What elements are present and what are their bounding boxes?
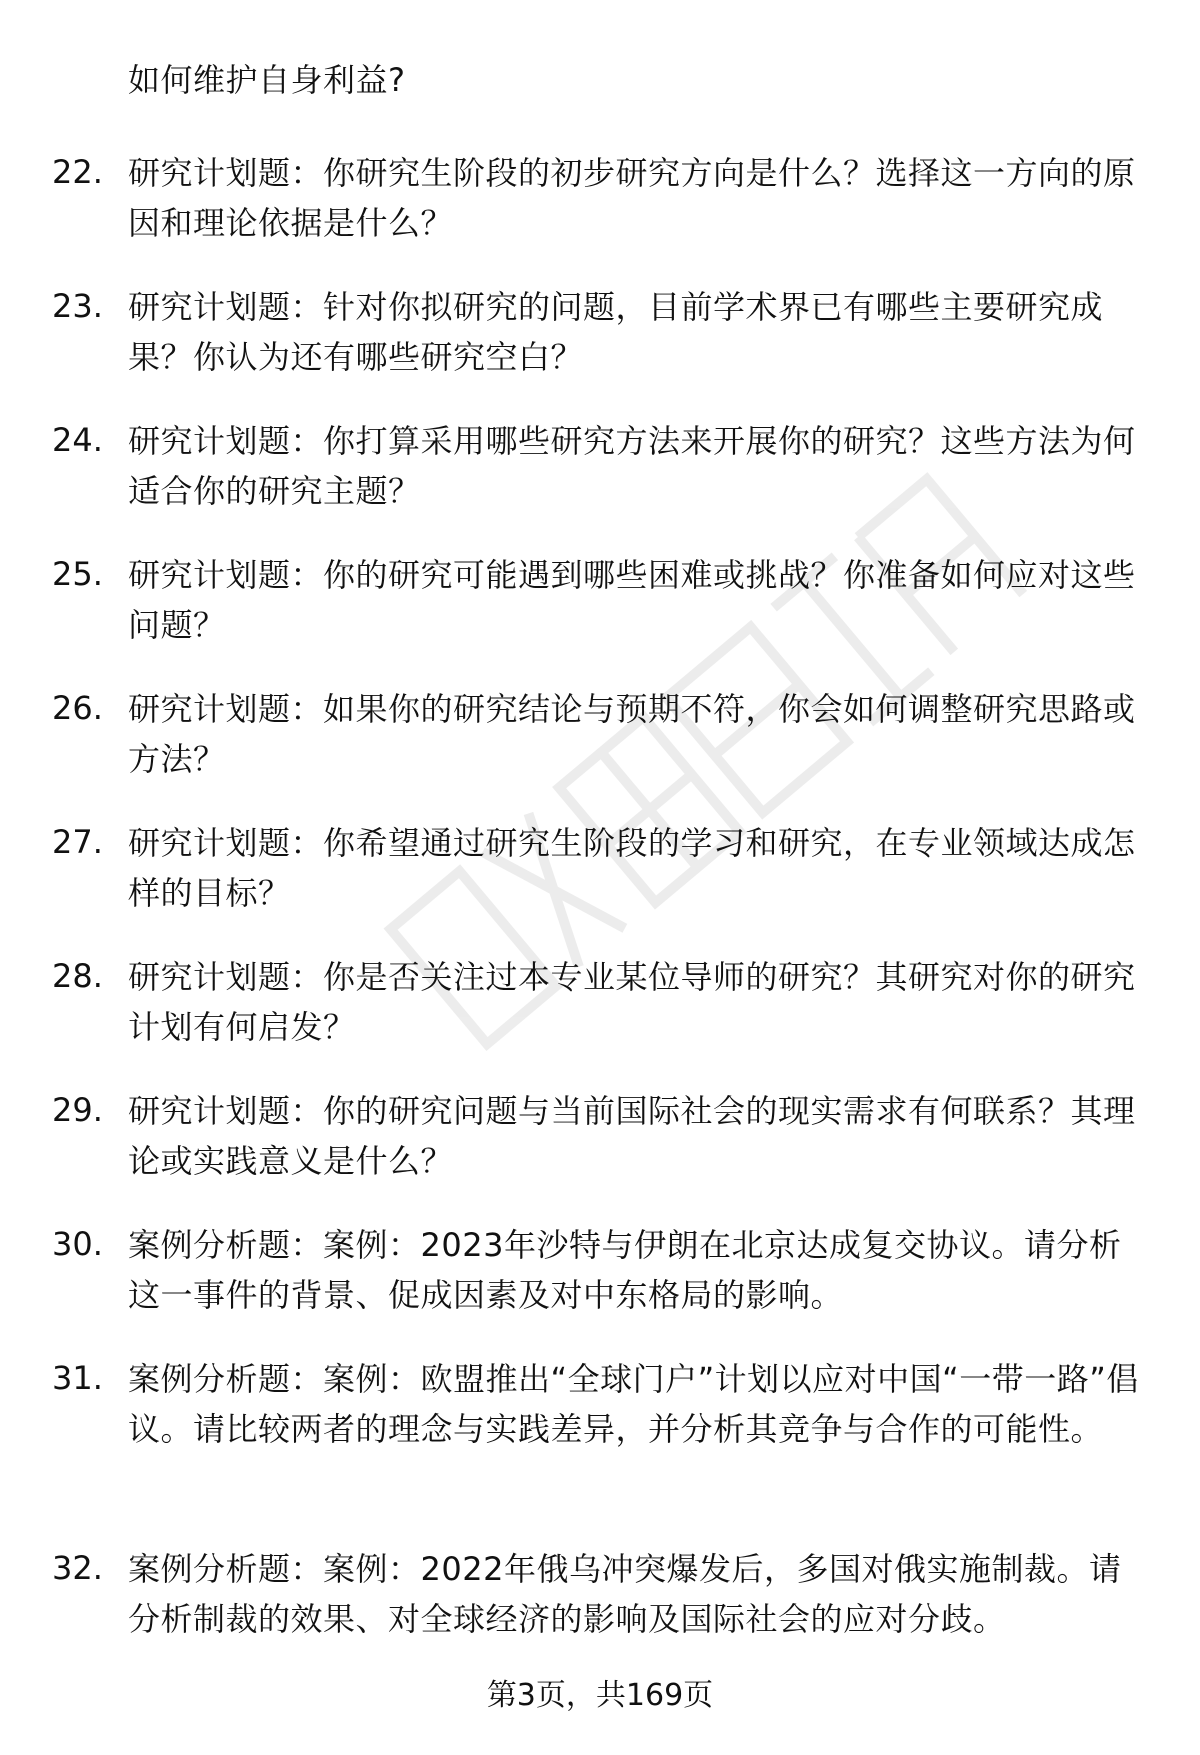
question-number: 28. bbox=[52, 957, 103, 995]
question-number: 29. bbox=[52, 1091, 103, 1129]
question-text: 研究计划题：你希望通过研究生阶段的学习和研究，在专业领域达成怎样的目标？ bbox=[128, 824, 1136, 912]
list-item bbox=[0, 1220, 1200, 1354]
question-list bbox=[0, 148, 1200, 1734]
question-number: 30. bbox=[52, 1225, 103, 1263]
question-text: 研究计划题：你研究生阶段的初步研究方向是什么？选择这一方向的原因和理论依据是什么？ bbox=[128, 154, 1136, 242]
question-number: 22. bbox=[52, 153, 103, 191]
question-text: 研究计划题：你打算采用哪些研究方法来开展你的研究？这些方法为何适合你的研究主题？ bbox=[128, 422, 1136, 510]
list-item bbox=[0, 148, 1200, 282]
list-item bbox=[0, 1354, 1200, 1544]
question-number: 23. bbox=[52, 287, 103, 325]
list-item bbox=[0, 416, 1200, 550]
question-text: 研究计划题：你的研究问题与当前国际社会的现实需求有何联系？其理论或实践意义是什么？ bbox=[128, 1092, 1136, 1180]
continued-question-text: 如何维护自身利益? bbox=[128, 61, 406, 99]
question-number: 25. bbox=[52, 555, 103, 593]
question-number: 32. bbox=[52, 1549, 103, 1587]
list-item bbox=[0, 818, 1200, 952]
list-item bbox=[0, 1086, 1200, 1220]
question-text: 研究计划题：你是否关注过本专业某位导师的研究？其研究对你的研究计划有何启发？ bbox=[128, 958, 1136, 1046]
question-number: 26. bbox=[52, 689, 103, 727]
question-text: 研究计划题：如果你的研究结论与预期不符，你会如何调整研究思路或方法？ bbox=[128, 690, 1136, 778]
question-text: 案例分析题：案例：欧盟推出“全球门户”计划以应对中国“一带一路”倡议。请比较两者的理念与实践差异，并分析其竞争与合作的可能性。 bbox=[128, 1360, 1139, 1448]
list-item bbox=[0, 550, 1200, 684]
question-number: 31. bbox=[52, 1359, 103, 1397]
question-text: 案例分析题：案例：2023年沙特与伊朗在北京达成复交协议。请分析这一事件的背景、促成因素及对中东格局的影响。 bbox=[128, 1226, 1122, 1314]
question-text: 研究计划题：针对你拟研究的问题，目前学术界已有哪些主要研究成果？你认为还有哪些研究空白？ bbox=[128, 288, 1104, 376]
question-text: 研究计划题：你的研究可能遇到哪些困难或挑战？你准备如何应对这些问题？ bbox=[128, 556, 1136, 644]
list-item bbox=[0, 952, 1200, 1086]
question-text: 案例分析题：案例：2022年俄乌冲突爆发后，多国对俄实施制裁。请分析制裁的效果、对全球经济的影响及国际社会的应对分歧。 bbox=[128, 1550, 1122, 1638]
question-number: 24. bbox=[52, 421, 103, 459]
list-item bbox=[0, 684, 1200, 818]
page-footer: 第3页，共169页 bbox=[486, 1678, 714, 1713]
question-number: 27. bbox=[52, 823, 103, 861]
list-item bbox=[0, 282, 1200, 416]
